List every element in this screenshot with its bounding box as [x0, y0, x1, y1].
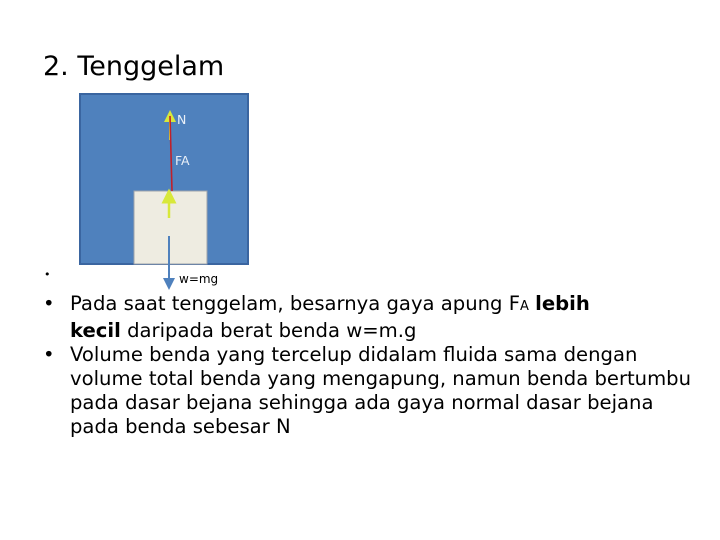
bullet-1-text-end: daripada berat benda w=m.g [127, 319, 417, 342]
buoyancy-label: FA [175, 153, 190, 168]
bullet-list [43, 292, 703, 439]
bullet-1-bold-lebih: lebih [535, 292, 590, 315]
bullet-1-bold-kecil: kecil [70, 319, 121, 342]
empty-bullet: • [44, 268, 51, 281]
bullet-marker: • [43, 292, 55, 315]
weight-label: w=mg [179, 272, 219, 286]
bullet-item-1 [43, 292, 703, 343]
bullet-item-2 [43, 343, 703, 439]
bullet-1-text-start: Pada saat tenggelam, besarnya gaya apung F [70, 292, 520, 315]
bullet-1-subscript: A [520, 299, 529, 314]
bullet-2-text: Volume benda yang tercelup didalam fluida sama dengan volume total benda yang mengapung, namun benda bertumbu pada dasar bejana sehingga ada gaya normal dasar bejana pada benda sebesar N [70, 343, 692, 438]
submerged-object [134, 191, 207, 264]
normal-force-label: N [177, 112, 187, 127]
bullet-marker: • [43, 343, 55, 366]
slide-title: 2. Tenggelam [43, 51, 225, 82]
